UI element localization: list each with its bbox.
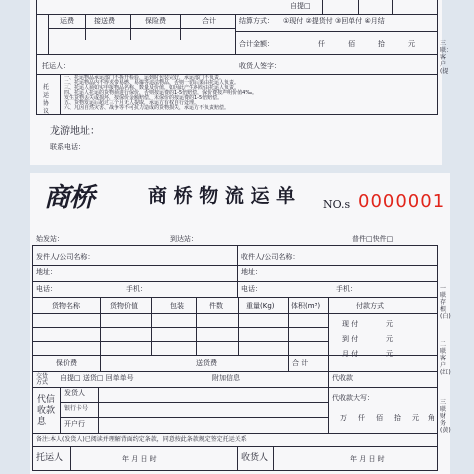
col-weight: 重量(Kg) (246, 302, 275, 310)
sender-mobile-label: 手机： (126, 285, 147, 293)
unit-qian: 仟 (318, 40, 325, 48)
receiver-mobile-label: 手机： (336, 285, 357, 293)
agreement-title: 托运协议 (43, 84, 50, 115)
insurance-fee-label: 保价费 (56, 359, 77, 367)
delivery-method-label: 交货方式 (36, 373, 49, 386)
consignor-sign-label: 托运人 (36, 453, 64, 463)
receiver-address-label: 地址： (241, 268, 262, 276)
cod-unit-bai: 佰 (376, 414, 383, 422)
side-label-stub: 一联存根(白) (440, 285, 451, 320)
mode-checkboxes[interactable]: 普件□快件□ (352, 235, 394, 243)
brand-logo: 商桥 (44, 183, 95, 213)
delivery-fee-label: 送货费 (196, 359, 217, 367)
top-side-label: 三联：客户(提 (440, 40, 453, 75)
dest-label: 到达站： (170, 235, 198, 243)
unit-bai: 佰 (348, 40, 355, 48)
receiver-label: 收件人/公司名称： (241, 253, 300, 261)
cod-amount-label: 代收款大写： (332, 394, 374, 402)
fee-freight: 运费 (60, 17, 74, 25)
consignor-date: 年 月 日 时 (122, 455, 157, 463)
sender-phone-label: 电话： (36, 285, 57, 293)
col-volume: 体积(m³) (291, 302, 321, 310)
pay-monthly: 月 付 (342, 350, 359, 358)
agreement-text: 一、托运物品承运部门不拆开检验，运到时包装完好，承运部门不负责。 二、托运物品内不得夹带易燃、易爆等违法物品，否则一切后果由托运人负责。 三、托运人须如实申报物品名称、数量及价值，如因此产生纠纷由托运人负责。 四、托运人托运的货物须进行保价，否则按运费的1-5倍赔偿，保价费按声明价值4‰。 发生货物丢失或损坏，按保价金额赔偿，未保价的按运费的1-5倍赔偿。 五、货物发运后超过三个月无人提取，承运方有权自行处理。 六、凡因自然灾害、战争等不可抗力造成的货物损失，承运方不负责赔偿。 (64, 75, 258, 111)
sender-address-label: 地址： (36, 268, 57, 276)
total-label: 合 计 (292, 359, 309, 367)
origin-label: 始发站： (36, 235, 64, 243)
col-payment: 付款方式 (356, 302, 384, 310)
pay-on-delivery: 到 付 (342, 335, 359, 343)
cod-unit-jiao: 角 (428, 414, 435, 422)
terms-note: 备注:本人(发货人)已阅读并理解背面约定条款，同意按此条款规定签定托运关系 (36, 436, 247, 443)
col-goods-value: 货物价值 (110, 302, 138, 310)
currency-yuan-3: 元 (386, 350, 393, 358)
serial-number: 0000001 (358, 191, 446, 212)
bank-label: 开户行 (64, 420, 85, 428)
currency-yuan-1: 元 (386, 320, 393, 328)
unit-shi: 拾 (378, 40, 385, 48)
form-title: 商 桥 物 流 运 单 (148, 185, 296, 207)
address-label: 龙游地址： (50, 126, 100, 137)
side-label-customer: 二联客户(红) (440, 341, 451, 376)
settle-options[interactable]: ①现付 ②提货付 ③回单付 ④月结 (283, 17, 385, 25)
cod-unit-qian: 仟 (358, 414, 365, 422)
cod-info-label: 代信收款息 (37, 395, 56, 427)
currency-yuan-2: 元 (386, 335, 393, 343)
col-package: 包装 (170, 302, 184, 310)
waybill-form (30, 173, 450, 474)
unit-yuan: 元 (408, 40, 415, 48)
top-sheet (30, 0, 453, 165)
collect-fee-label: 代收款 (332, 374, 353, 382)
total-amount-label: 合计金额： (239, 40, 274, 48)
pay-cash: 现 付 (342, 320, 359, 328)
settle-label: 结算方式： (239, 17, 274, 25)
no-label: NO.s (323, 198, 351, 211)
sender-label: 发件人/公司名称： (36, 253, 95, 261)
cod-sender-label: 发货人 (64, 389, 85, 397)
fee-total: 合计 (202, 17, 216, 25)
col-pieces: 件数 (209, 302, 223, 310)
phone-label: 联系电话： (50, 143, 85, 151)
cod-unit-shi: 拾 (394, 414, 401, 422)
receiver-date: 年 月 日 时 (350, 455, 385, 463)
bank-card-label: 银行卡号 (64, 405, 89, 412)
cod-unit-wan: 万 (340, 414, 347, 422)
fee-insurance: 保险费 (145, 17, 166, 25)
extra-info-label: 附加信息 (212, 374, 240, 382)
fee-transfer: 接送费 (94, 17, 115, 25)
consignor-label: 托运人： (42, 62, 70, 70)
self-pick-options[interactable]: 自提□ 送货□ 回单单号 (60, 374, 134, 382)
consignee-sign-label: 收货人签字： (239, 62, 281, 70)
cod-unit-yuan: 元 (412, 414, 419, 422)
receiver-sign-label: 收货人 (241, 453, 269, 463)
self-pick-checkbox[interactable]: 自提□ (290, 2, 311, 10)
col-goods-name: 货物名称 (52, 302, 80, 310)
receiver-phone-label: 电话： (241, 285, 262, 293)
side-label-finance: 三联财务(黄) (440, 399, 451, 434)
